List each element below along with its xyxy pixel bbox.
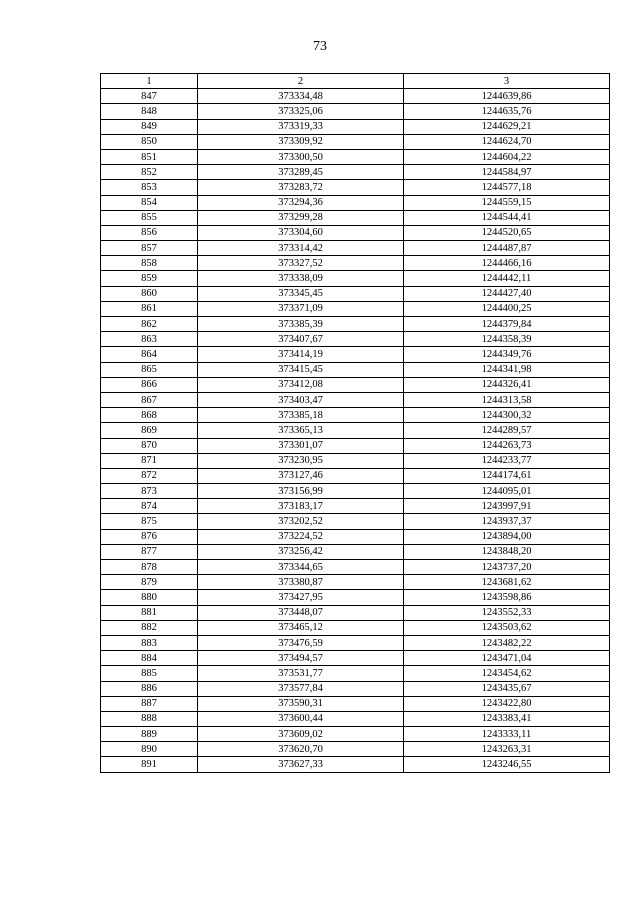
- table-row: [101, 651, 610, 666]
- x-coordinate-cell: 373325,06: [198, 104, 404, 119]
- point-number-cell: 848: [101, 104, 198, 119]
- point-number-cell: 858: [101, 256, 198, 271]
- x-coordinate-cell: 373414,19: [198, 347, 404, 362]
- point-number-cell: 852: [101, 165, 198, 180]
- y-coordinate-cell: 1244577,18: [404, 180, 610, 195]
- y-coordinate-cell: 1244639,86: [404, 89, 610, 104]
- x-coordinate-cell: 373294,36: [198, 195, 404, 210]
- table-row: [101, 620, 610, 635]
- x-coordinate-cell: 373224,52: [198, 529, 404, 544]
- point-number-cell: 875: [101, 514, 198, 529]
- point-number-cell: 880: [101, 590, 198, 605]
- x-coordinate-cell: 373156,99: [198, 484, 404, 499]
- x-coordinate-cell: 373365,13: [198, 423, 404, 438]
- y-coordinate-cell: 1244358,39: [404, 332, 610, 347]
- table-row: [101, 529, 610, 544]
- x-coordinate-cell: 373300,50: [198, 149, 404, 164]
- x-coordinate-cell: 373476,59: [198, 635, 404, 650]
- column-header-1: 1: [101, 74, 198, 89]
- point-number-cell: 853: [101, 180, 198, 195]
- y-coordinate-cell: 1244349,76: [404, 347, 610, 362]
- table-row: [101, 149, 610, 164]
- x-coordinate-cell: 373327,52: [198, 256, 404, 271]
- x-coordinate-cell: 373427,95: [198, 590, 404, 605]
- y-coordinate-cell: 1243383,41: [404, 711, 610, 726]
- table-row: [101, 423, 610, 438]
- y-coordinate-cell: 1244233,77: [404, 453, 610, 468]
- x-coordinate-cell: 373299,28: [198, 210, 404, 225]
- table-row: [101, 696, 610, 711]
- y-coordinate-cell: 1244520,65: [404, 225, 610, 240]
- y-coordinate-cell: 1244604,22: [404, 149, 610, 164]
- x-coordinate-cell: 373412,08: [198, 377, 404, 392]
- table-body: [101, 89, 610, 772]
- point-number-cell: 866: [101, 377, 198, 392]
- table-row: [101, 180, 610, 195]
- y-coordinate-cell: 1243737,20: [404, 560, 610, 575]
- y-coordinate-cell: 1243482,22: [404, 635, 610, 650]
- table-row: [101, 560, 610, 575]
- y-coordinate-cell: 1244629,21: [404, 119, 610, 134]
- table-row: [101, 408, 610, 423]
- x-coordinate-cell: 373338,09: [198, 271, 404, 286]
- y-coordinate-cell: 1243937,37: [404, 514, 610, 529]
- y-coordinate-cell: 1244442,11: [404, 271, 610, 286]
- x-coordinate-cell: 373620,70: [198, 742, 404, 757]
- x-coordinate-cell: 373590,31: [198, 696, 404, 711]
- y-coordinate-cell: 1244624,70: [404, 134, 610, 149]
- point-number-cell: 862: [101, 317, 198, 332]
- y-coordinate-cell: 1244544,41: [404, 210, 610, 225]
- x-coordinate-cell: 373289,45: [198, 165, 404, 180]
- table-row: [101, 757, 610, 772]
- x-coordinate-cell: 373627,33: [198, 757, 404, 772]
- x-coordinate-cell: 373283,72: [198, 180, 404, 195]
- y-coordinate-cell: 1244466,16: [404, 256, 610, 271]
- point-number-cell: 889: [101, 727, 198, 742]
- table-row: [101, 362, 610, 377]
- x-coordinate-cell: 373344,65: [198, 560, 404, 575]
- table-row: [101, 317, 610, 332]
- coordinates-table: [100, 73, 610, 773]
- point-number-cell: 871: [101, 453, 198, 468]
- table-row: [101, 544, 610, 559]
- table-row: [101, 104, 610, 119]
- y-coordinate-cell: 1244174,61: [404, 468, 610, 483]
- table-row: [101, 605, 610, 620]
- y-coordinate-cell: 1244427,40: [404, 286, 610, 301]
- table-row: [101, 438, 610, 453]
- point-number-cell: 864: [101, 347, 198, 362]
- y-coordinate-cell: 1243333,11: [404, 727, 610, 742]
- point-number-cell: 870: [101, 438, 198, 453]
- point-number-cell: 857: [101, 241, 198, 256]
- point-number-cell: 877: [101, 544, 198, 559]
- x-coordinate-cell: 373577,84: [198, 681, 404, 696]
- page-number: 73: [313, 39, 327, 54]
- y-coordinate-cell: 1243552,33: [404, 605, 610, 620]
- point-number-cell: 854: [101, 195, 198, 210]
- table-header-row: [101, 74, 610, 89]
- point-number-cell: 876: [101, 529, 198, 544]
- y-coordinate-cell: 1243263,31: [404, 742, 610, 757]
- x-coordinate-cell: 373531,77: [198, 666, 404, 681]
- table-row: [101, 286, 610, 301]
- y-coordinate-cell: 1243422,80: [404, 696, 610, 711]
- x-coordinate-cell: 373371,09: [198, 301, 404, 316]
- table-row: [101, 484, 610, 499]
- point-number-cell: 886: [101, 681, 198, 696]
- x-coordinate-cell: 373609,02: [198, 727, 404, 742]
- x-coordinate-cell: 373319,33: [198, 119, 404, 134]
- x-coordinate-cell: 373403,47: [198, 392, 404, 407]
- y-coordinate-cell: 1243894,00: [404, 529, 610, 544]
- x-coordinate-cell: 373127,46: [198, 468, 404, 483]
- point-number-cell: 851: [101, 149, 198, 164]
- x-coordinate-cell: 373415,45: [198, 362, 404, 377]
- point-number-cell: 869: [101, 423, 198, 438]
- y-coordinate-cell: 1243848,20: [404, 544, 610, 559]
- y-coordinate-cell: 1244300,32: [404, 408, 610, 423]
- y-coordinate-cell: 1243997,91: [404, 499, 610, 514]
- y-coordinate-cell: 1244263,73: [404, 438, 610, 453]
- x-coordinate-cell: 373465,12: [198, 620, 404, 635]
- table-row: [101, 119, 610, 134]
- column-header-3: 3: [404, 74, 610, 89]
- table-row: [101, 635, 610, 650]
- x-coordinate-cell: 373183,17: [198, 499, 404, 514]
- point-number-cell: 890: [101, 742, 198, 757]
- x-coordinate-cell: 373314,42: [198, 241, 404, 256]
- point-number-cell: 847: [101, 89, 198, 104]
- table-row: [101, 681, 610, 696]
- x-coordinate-cell: 373309,92: [198, 134, 404, 149]
- point-number-cell: 872: [101, 468, 198, 483]
- point-number-cell: 850: [101, 134, 198, 149]
- table-row: [101, 301, 610, 316]
- table-row: [101, 742, 610, 757]
- y-coordinate-cell: 1243246,55: [404, 757, 610, 772]
- table-row: [101, 241, 610, 256]
- y-coordinate-cell: 1244487,87: [404, 241, 610, 256]
- x-coordinate-cell: 373230,95: [198, 453, 404, 468]
- table-row: [101, 499, 610, 514]
- x-coordinate-cell: 373385,18: [198, 408, 404, 423]
- table-row: [101, 392, 610, 407]
- point-number-cell: 868: [101, 408, 198, 423]
- y-coordinate-cell: 1243435,67: [404, 681, 610, 696]
- y-coordinate-cell: 1243471,04: [404, 651, 610, 666]
- table-row: [101, 89, 610, 104]
- y-coordinate-cell: 1244584,97: [404, 165, 610, 180]
- y-coordinate-cell: 1244095,01: [404, 484, 610, 499]
- point-number-cell: 860: [101, 286, 198, 301]
- y-coordinate-cell: 1244289,57: [404, 423, 610, 438]
- table-header: [101, 74, 610, 89]
- x-coordinate-cell: 373385,39: [198, 317, 404, 332]
- point-number-cell: 884: [101, 651, 198, 666]
- y-coordinate-cell: 1244326,41: [404, 377, 610, 392]
- x-coordinate-cell: 373334,48: [198, 89, 404, 104]
- y-coordinate-cell: 1244379,84: [404, 317, 610, 332]
- x-coordinate-cell: 373256,42: [198, 544, 404, 559]
- point-number-cell: 888: [101, 711, 198, 726]
- table-row: [101, 514, 610, 529]
- x-coordinate-cell: 373448,07: [198, 605, 404, 620]
- table-row: [101, 332, 610, 347]
- point-number-cell: 887: [101, 696, 198, 711]
- y-coordinate-cell: 1244341,98: [404, 362, 610, 377]
- table-row: [101, 210, 610, 225]
- table-row: [101, 453, 610, 468]
- table-row: [101, 165, 610, 180]
- point-number-cell: 863: [101, 332, 198, 347]
- point-number-cell: 879: [101, 575, 198, 590]
- y-coordinate-cell: 1244400,25: [404, 301, 610, 316]
- point-number-cell: 882: [101, 620, 198, 635]
- column-header-2: 2: [198, 74, 404, 89]
- point-number-cell: 865: [101, 362, 198, 377]
- table-row: [101, 195, 610, 210]
- point-number-cell: 878: [101, 560, 198, 575]
- table-row: [101, 711, 610, 726]
- x-coordinate-cell: 373304,60: [198, 225, 404, 240]
- y-coordinate-cell: 1244313,58: [404, 392, 610, 407]
- y-coordinate-cell: 1244559,15: [404, 195, 610, 210]
- table-row: [101, 225, 610, 240]
- point-number-cell: 873: [101, 484, 198, 499]
- y-coordinate-cell: 1243503,62: [404, 620, 610, 635]
- x-coordinate-cell: 373494,57: [198, 651, 404, 666]
- table-row: [101, 590, 610, 605]
- point-number-cell: 883: [101, 635, 198, 650]
- x-coordinate-cell: 373600,44: [198, 711, 404, 726]
- table-row: [101, 727, 610, 742]
- point-number-cell: 885: [101, 666, 198, 681]
- point-number-cell: 855: [101, 210, 198, 225]
- point-number-cell: 861: [101, 301, 198, 316]
- x-coordinate-cell: 373202,52: [198, 514, 404, 529]
- table-row: [101, 468, 610, 483]
- point-number-cell: 849: [101, 119, 198, 134]
- table-row: [101, 377, 610, 392]
- point-number-cell: 856: [101, 225, 198, 240]
- y-coordinate-cell: 1244635,76: [404, 104, 610, 119]
- point-number-cell: 859: [101, 271, 198, 286]
- y-coordinate-cell: 1243454,62: [404, 666, 610, 681]
- point-number-cell: 867: [101, 392, 198, 407]
- table-row: [101, 271, 610, 286]
- x-coordinate-cell: 373407,67: [198, 332, 404, 347]
- point-number-cell: 881: [101, 605, 198, 620]
- table-row: [101, 256, 610, 271]
- table-row: [101, 666, 610, 681]
- point-number-cell: 891: [101, 757, 198, 772]
- table-row: [101, 134, 610, 149]
- point-number-cell: 874: [101, 499, 198, 514]
- x-coordinate-cell: 373301,07: [198, 438, 404, 453]
- table-row: [101, 347, 610, 362]
- x-coordinate-cell: 373380,87: [198, 575, 404, 590]
- x-coordinate-cell: 373345,45: [198, 286, 404, 301]
- y-coordinate-cell: 1243681,62: [404, 575, 610, 590]
- y-coordinate-cell: 1243598,86: [404, 590, 610, 605]
- table-row: [101, 575, 610, 590]
